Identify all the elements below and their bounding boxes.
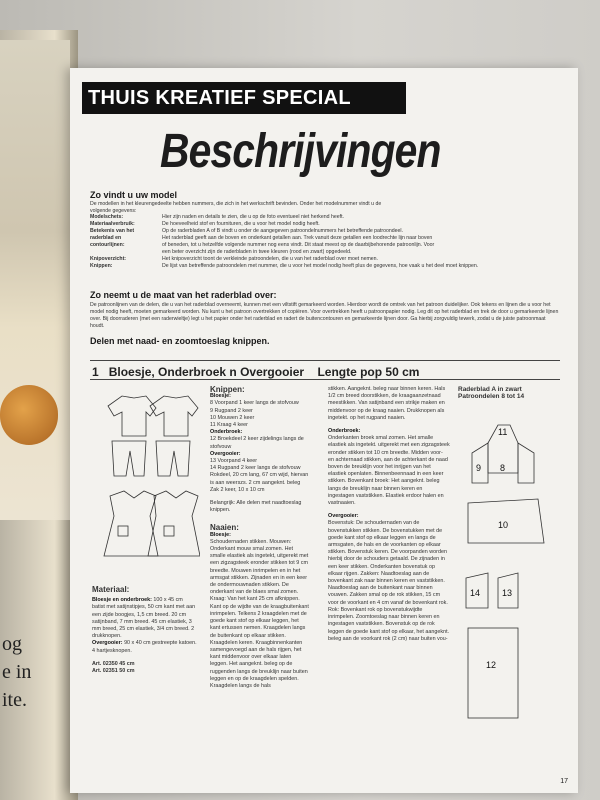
magazine-page	[70, 68, 578, 793]
section-heading: Zo neemt u de maat van het raderblad over:	[90, 290, 277, 300]
left-line: ite.	[2, 689, 27, 711]
pattern-num: 11	[498, 427, 508, 437]
definition-row	[90, 256, 560, 263]
instructions-text: Bovenstuk: De schoudernaden van de bovenstukken stikken. De bovenstukken met de goede kant stof op elkaar leggen en langs de armsgaten, de hals en de voorkanten op elkaar stikken. Bovenstuk keren. De voorpanden worden hierbij door de schouders getaald. De zijnaden in een keer stikken. Onderkanten bovenstuk op elkaar rijgen. Zakken: Naadtoeslag aan de bovenkant zak naar binnen keren en vaststikken. Naadtoeslag aan de buitenkant naar binnen vouwen. Zakken smal op de rok stikken, 15 cm voor de voorkant en 4 cm vanaf de bovenkant rok. Rok: Bovenkant rok op bovenstukwijdte inrimpelen. Zoomtoeslag naar binnen keren en ingestagen vaststikken. Bovenstuk op de rok leggen de goede kant stof op elkaar, het aangeknt. beleg aan de voorkant rok (2 cm) naar buiten vou-	[328, 520, 450, 642]
def-desc: Op de raderbladen A of B vindt u onder de aangegeven patroondelnummers het betreffende patroondeel.	[162, 228, 404, 234]
left-page	[0, 30, 78, 800]
def-term	[90, 249, 162, 256]
pattern-labels	[458, 386, 568, 400]
def-desc: De hoeveelheid stof en fournituren, die u voor het model nodig heeft.	[162, 221, 320, 227]
pattern-num: 10	[498, 520, 509, 530]
pattern-num: 9	[476, 463, 482, 473]
knippen-line: Rokdeel, 20 cm lang, 67 cm wijd, hiervan is aan weerszs. 2 cm aangeknt. beleg	[210, 472, 309, 486]
def-term: Betekenis van het	[90, 228, 135, 234]
article-number: Art. 02351 50 cm	[92, 668, 135, 675]
knippen-line: 13 Voorpand 4 keer	[210, 458, 258, 465]
pattern-parts-label: Patroondelen 8 tot 14	[458, 393, 525, 401]
def-term: Knipoverzicht:	[90, 256, 127, 262]
instructions-sub: Overgooier:	[328, 513, 359, 520]
knippen-line: 10 Mouwen 2 keer	[210, 414, 255, 421]
definition-row	[90, 242, 560, 249]
pattern-label: Raderblad A in zwart	[458, 386, 522, 393]
knippen-line: 8 Voorpand 1 keer langs de stofvouw	[210, 400, 299, 407]
model-heading	[92, 365, 419, 379]
knippen-note: Belangrijk: Alle delen met naadtoeslag knippen.	[210, 500, 302, 514]
knippen-line: 11 Kraag 4 keer	[210, 422, 248, 429]
naaien-heading: Naaien:	[210, 523, 239, 533]
materiaal-block	[92, 586, 197, 675]
def-term: Modelschets:	[90, 214, 124, 220]
definition-row	[90, 221, 560, 228]
section-heading: Delen met naad- en zoomtoeslag knippen.	[90, 336, 270, 346]
divider	[90, 360, 560, 361]
pattern-num: 8	[500, 463, 506, 473]
model-name: Bloesje, Onderbroek n Overgooier	[108, 365, 305, 379]
def-desc: een beter overzicht zijn de raderbladen in twee kleuren (rood en zwart) opgedeeld.	[162, 249, 352, 255]
section-text: De patroonlijnen van de delen, die u van het raderblad overneemt, kunnen met een viltstift gemarkeerd worden. Hierdoor wordt de omtrek van het patroon duidelijker. Ook tekens en lijnen die u voor het model nodig heeft, moeten gemarkeerd worden. Nu kunt u het patroon overtrekken of copiëren. Voor overtrekken heeft u patroonpapier nodig. Leg dit op het raderblad en trek de door u gemarkeerde lijnen over. Bij doorraderen (met een raderwieltje) legt u het papier onder het raderblad en radert de buitencontouren en gemarkeerde lijnen door. Ga hierbij zorgvuldig tewerk, zodat u de juiste patroonmaat houdt.	[90, 302, 559, 329]
knippen-line: 14 Rugpand 2 keer langs de stofvouw	[210, 465, 301, 472]
banner: THUIS KREATIEF SPECIAL	[82, 82, 406, 114]
materiaal-heading: Materiaal:	[92, 585, 130, 594]
left-line: og	[2, 633, 22, 655]
knippen-sub: Bloesje:	[210, 393, 231, 400]
instructions-sub: Onderbroek:	[328, 428, 361, 435]
pattern-num: 12	[486, 660, 497, 670]
bread-image	[0, 385, 58, 445]
knippen-sub: Overgooier:	[210, 450, 241, 457]
definition-row	[90, 263, 560, 270]
definition-row	[90, 235, 560, 242]
instructions-col3	[328, 386, 450, 643]
materiaal-text: 100 x 45 cm batist met satijnstipjes, 50 cm kant met aan een zijde boogjes, 1,5 cm breed. 20 cm satijnband, 7 mm breed. 45 cm elastiek, 3 mm breed, 25 cm elastiek, 3/4 cm breed. 2 drukknopen.	[92, 597, 196, 640]
left-page-text	[2, 630, 78, 714]
definition-row	[90, 214, 560, 221]
page-title: Beschrijvingen	[160, 125, 441, 178]
def-term: raderblad en	[90, 235, 122, 241]
page-number: 17	[560, 778, 568, 785]
def-desc: Hier zijn naden en details te zien, die u op de foto eventueel niet herkend heeft.	[162, 214, 344, 220]
instructions-text: Onderkanten broek smal zomen. Het smalle elastiek als ingetekt. uitgerekt met een zigzagsteek eronder stikken tot 10 cm breedte. Midden voor- en achternaad stikken, aan de achterkant de naad boven de breuklijn voor het inrijgen van het elastiek openlaten. Binnenbeennaad in een keer stikken. Bovenkant broek: Het aangeknt. beleg langs de breuklijn naar binnen keren en ingestagen vaststikken. Elastiek erdoor halen en vastnaaien.	[328, 435, 450, 507]
def-desc: of beneden, tot u hetzelfde volgende nummer nog eens vindt. Dit staat meest op de daarbijbehorende patroonlijn. Voor	[162, 242, 435, 248]
section-heading: Zo vindt u uw model	[90, 190, 177, 200]
pattern-diagram	[458, 413, 558, 743]
knippen-sub: Onderbroek:	[210, 429, 243, 436]
def-term: Materiaalverbruik:	[90, 221, 135, 227]
def-term: Knippen:	[90, 263, 113, 269]
def-term: contourlijnen:	[90, 242, 125, 248]
divider	[90, 379, 560, 380]
naaien-sub: Bloesje:	[210, 531, 231, 538]
def-desc: Het knipoverzicht toont de verkleinde patroondelen, die u van het raderblad over moet nemen.	[162, 256, 378, 262]
knippen-line: 9 Rugpand 2 keer	[210, 407, 253, 414]
definition-row	[90, 249, 560, 256]
def-desc: De lijst van betreffende patroondelen met nummer, die u voor het model nodig heeft plus de gegevens, hoe vaak u het deel moet knippen.	[162, 263, 479, 269]
definition-row	[90, 228, 560, 235]
knippen-line: 12 Broekdeel 2 keer zijdelings langs de stofvouw	[210, 436, 304, 450]
definition-list	[90, 214, 560, 270]
section-intro: De modellen in het kleurengedeelte hebben nummers, die zich in het werkschrift bevinden. Onder het modelnummer vindt u de volgende gegevens:	[90, 201, 382, 214]
article-number: Art. 02350 45 cm	[92, 660, 135, 667]
knippen-block	[210, 386, 310, 690]
model-number: 1	[92, 365, 99, 379]
materiaal-label: Bloesje en onderbroek:	[92, 597, 152, 604]
naaien-text: Schoudernaden stikken. Mouwen: Onderkant mouw smal zomen. Het smalle elastiek als ingetekt, uitgerekt met een zigzagsteek eronder stikken tot 9 cm breedte. Mouwen inrimpelen en in het armsgat stikken. Zijnaden en in een keer de ondermouwnaden stikken. De onderkant van de blaes smal zomen. Kraag: Van het kant 25 cm afknippen. Kant op de wijdte van de kraagbuitenkant inrimpelen. Telkens 2 kraagdelen met de goede kant stof op elkaar leggen, het kant ertussen nemen. Kraagdelen langs de buitenkant op elkaar stikken. Kraagdelen keren. Kraagbinnenkanten samengevoegd aan de hals rijgen, het kant middenvoor over elkaar laten leggen. Het aangeknt. beleg op de ruggenden langs de breuklijn naar buiten leggen en op de kraagdelen spelden. Kraagdelen langs de hals	[210, 538, 309, 689]
knippen-heading: Knippen:	[210, 385, 245, 394]
pattern-num: 14	[470, 588, 481, 598]
knippen-line: Zak 2 keer, 10 x 10 cm	[210, 486, 265, 493]
materiaal-text: 90 x 40 cm gestreepte katoen. 4 hartjesknopen.	[92, 640, 197, 654]
model-length: Lengte pop 50 cm	[317, 365, 420, 379]
left-line: e in	[2, 661, 32, 683]
left-page-photo	[0, 40, 70, 520]
materiaal-label: Overgooier:	[92, 640, 123, 647]
pattern-num: 13	[502, 588, 513, 598]
def-desc: Het raderblad geeft aan de boven en onderkant getallen aan. Trek vanuit deze getallen een loodrechte lijn naar boven	[162, 235, 433, 241]
instructions-text: stikken. Aangeknt. beleg naar binnen keren. Hals 1/2 cm breed doorstikken, de kraagaanzetnaad meestikken. Van satijnband een strikje maken en middenvoor op de kraag naaien. Drukknopen als ingetekt. op het rugpand naaien.	[328, 386, 446, 421]
